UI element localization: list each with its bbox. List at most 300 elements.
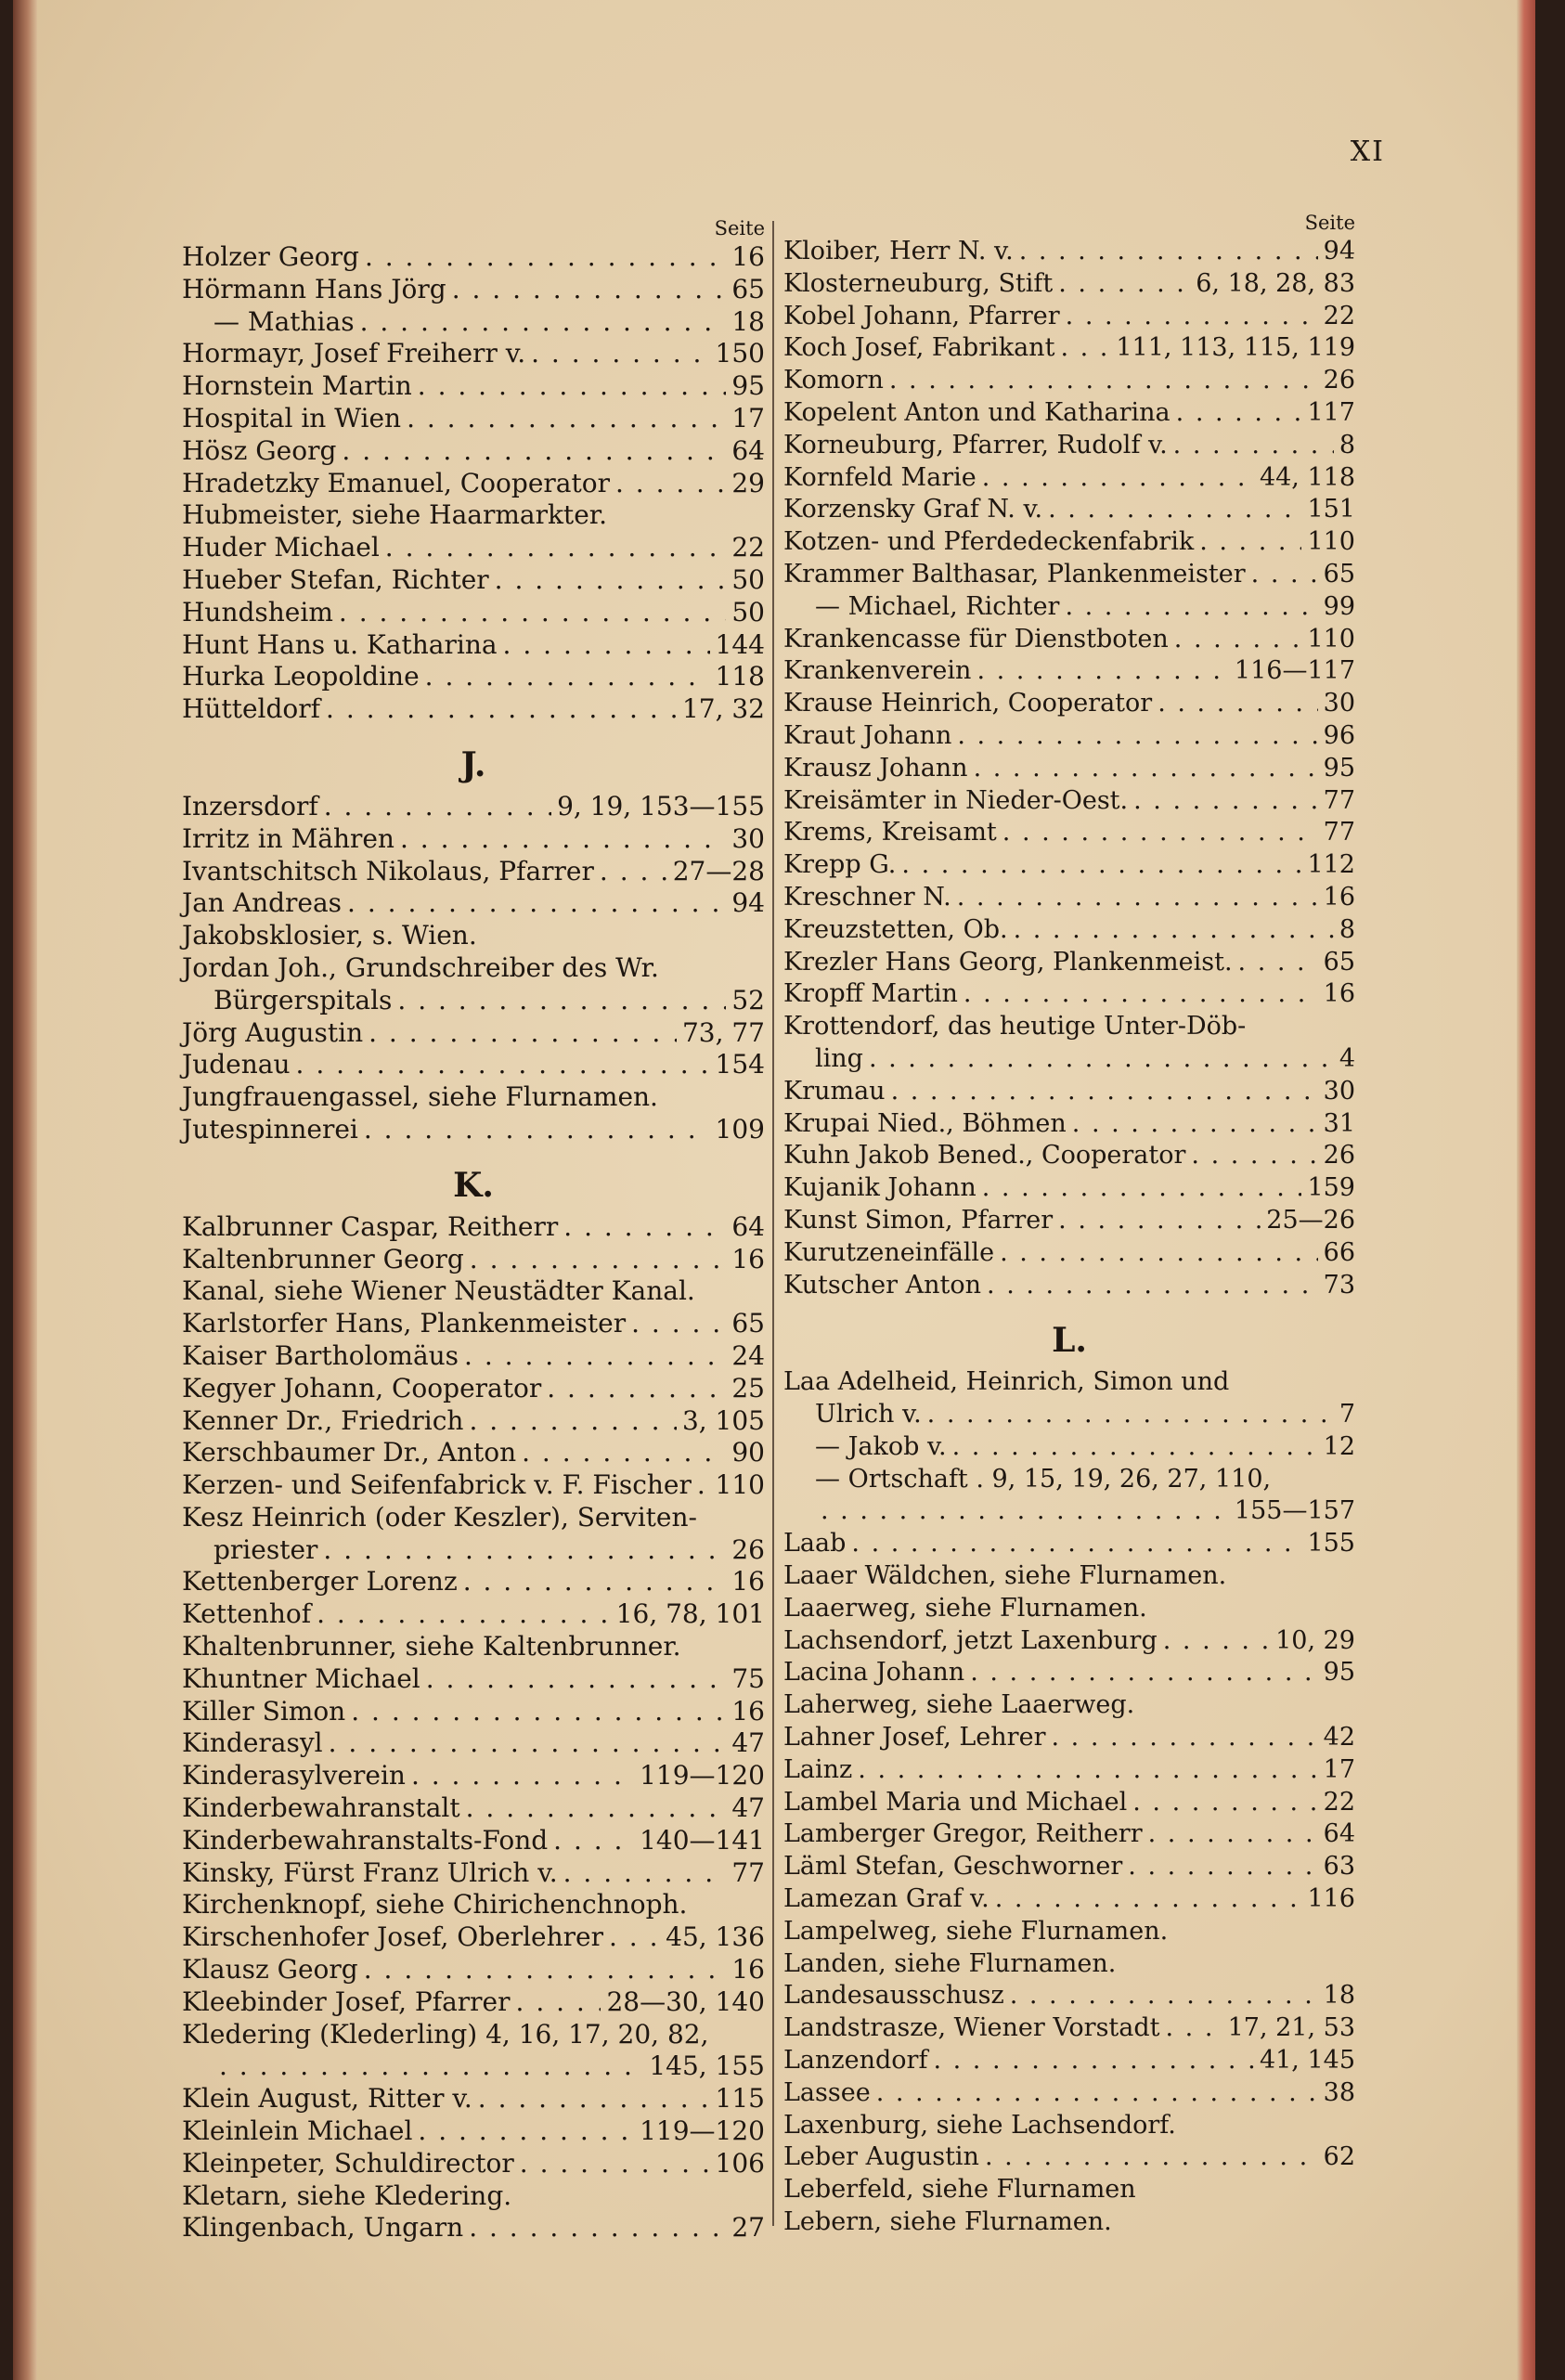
entry-name: Jordan Joh., Grundschreiber des Wr. [182,951,659,983]
entry-name: Jörg Augustin [182,1016,364,1048]
entry-name: Landstrasze, Wiener Vorstadt [783,2013,1160,2043]
entry-pages: 18 [731,305,765,337]
leader-dots [858,1754,1317,1787]
index-entry [783,785,1355,818]
index-entry [182,597,765,629]
leader-dots [347,887,726,920]
entry-name: Lampelweg, siehe Flurnamen. [783,1916,1169,1946]
entry-pages: 77 [731,1856,765,1888]
book-page [13,0,1535,2380]
leader-dots [1158,688,1317,720]
leader-dots [1238,947,1318,979]
entry-name: Kinderasylverein [182,1760,406,1791]
leader-dots [563,1211,726,1244]
entry-pages: 17 [1323,1754,1355,1784]
leader-dots [411,1760,634,1792]
entry-name: Klausz Georg [182,1954,358,1985]
entry-name: Krepp G. [783,850,897,880]
entry-name: Hurka Leopoldine [182,661,420,692]
index-entry [783,1625,1355,1658]
index-entry [182,306,765,339]
index-entry [783,1043,1355,1076]
index-entry [182,1340,765,1373]
entry-name: Kenner Dr., Friedrich [182,1404,464,1436]
index-entry [182,274,765,306]
leader-dots [324,791,551,823]
entry-name: Kinderasyl [182,1727,323,1759]
index-entry [783,1560,1355,1593]
index-entry [783,849,1355,882]
entry-name: Karlstorfer Hans, Plankenmeister [182,1308,627,1339]
index-entry [783,978,1355,1011]
entry-name: priester [213,1533,318,1565]
index-entry [182,2212,765,2244]
entry-name: Kotzen- und Pferdedeckenfabrik [783,527,1195,557]
leader-dots [1132,1787,1317,1819]
leader-dots [323,1534,726,1567]
entry-pages: 118 [715,661,765,692]
entry-pages: 8 [1339,430,1355,459]
entry-pages: 22 [731,532,765,563]
leader-dots [957,882,1318,914]
index-entry [182,1792,765,1825]
leader-dots [469,2212,726,2244]
entry-name: Hundsheim [182,596,333,627]
index-entry [182,1081,765,1114]
entry-pages: 25 [731,1372,765,1403]
leader-dots [547,1373,726,1405]
index-entry [182,2050,765,2083]
leader-dots [495,564,727,597]
entry-name: Kinderbewahranstalt [182,1792,460,1824]
section-heading-l: L. [1052,1321,1087,1361]
index-entry [182,532,765,564]
entry-pages: 27 [731,2212,765,2244]
entry-name: Kegyer Johann, Cooperator [182,1372,542,1403]
leader-dots [1019,236,1318,268]
index-entry [783,1851,1355,1883]
entry-name: Kunst Simon, Pfarrer [783,1205,1054,1235]
index-entry [182,2148,765,2180]
index-entry [182,693,765,726]
entry-pages: 150 [715,338,765,369]
entry-name: Krottendorf, das heutige Unter-Döb- [783,1012,1247,1041]
entry-pages: 119—120 [640,2115,765,2147]
entry-name: Laaerweg, siehe Flurnamen. [783,1593,1147,1623]
leader-dots [615,468,726,500]
entry-name: Lacina Johann [783,1658,965,1688]
leader-dots [317,1598,611,1631]
index-entry [783,1237,1355,1270]
index-entry [783,1399,1355,1431]
index-entry [783,655,1355,688]
left-column [182,215,765,2244]
index-entry [783,1883,1355,1916]
leader-dots [553,1825,634,1857]
index-entry [182,241,765,274]
entry-pages: 41, 145 [1259,2046,1355,2076]
entry-name: Kreschner N. [783,882,951,912]
index-entry [783,2110,1355,2142]
leader-dots [1058,268,1190,301]
entry-pages: 95 [731,370,765,402]
entry-pages: 145, 155 [649,2050,765,2082]
entry-name: Lebern, siehe Flurnamen. [783,2207,1112,2237]
leader-dots [1002,817,1318,849]
entry-pages: 110 [715,1469,765,1501]
entry-name: — Jakob v. [815,1431,947,1461]
entry-pages: 8 [1339,914,1355,944]
entry-name: Hörmann Hans Jörg [182,273,446,304]
entry-pages: 9, 19, 153—155 [557,790,765,821]
section-heading-k: K. [453,1165,494,1205]
entry-name: Landen, siehe Flurnamen. [783,1948,1117,1978]
entry-name: Landesausschusz [783,1981,1004,2011]
leader-dots [982,462,1254,495]
index-entry [182,499,765,532]
entry-name: Kesz Heinrich (oder Keszler), Serviten- [182,1501,697,1533]
index-entry [182,1244,765,1276]
entry-pages: 4 [1339,1043,1355,1073]
leader-dots [1251,559,1318,591]
index-entry [182,1469,765,1502]
index-entry [783,2012,1355,2045]
index-entry [182,1986,765,2019]
entry-pages: 95 [1323,1658,1355,1688]
leader-dots [697,1469,710,1502]
entry-name: Krezler Hans Georg, Plankenmeist. [783,947,1233,977]
entry-pages: 151 [1307,495,1355,524]
entry-pages: 27—28 [672,855,765,886]
leader-dots [516,1986,601,2019]
page-edge [1517,0,1535,2380]
entry-pages: 99 [1323,591,1355,621]
leader-dots [1176,397,1302,430]
leader-dots [1166,2012,1222,2045]
entry-pages: 10, 29 [1275,1625,1355,1655]
entry-pages: 50 [731,596,765,627]
entry-pages: 77 [1323,818,1355,847]
leader-dots [369,1017,677,1050]
entry-pages: 155—157 [1234,1496,1355,1526]
index-group-h [182,241,765,726]
entry-pages: 16 [731,1695,765,1727]
column-divider [772,221,774,2226]
index-entry [182,1727,765,1760]
index-entry [783,1011,1355,1043]
entry-pages: 30 [731,822,765,854]
leader-dots [631,1308,726,1340]
entry-pages: 45, 136 [666,1921,765,1953]
leader-dots [933,2045,1253,2077]
entry-name: Krause Heinrich, Cooperator [783,689,1153,718]
index-entry [182,1631,765,1663]
entry-pages: 94 [1323,237,1355,265]
leader-dots [889,365,1318,397]
leader-dots [339,597,726,629]
leader-dots [995,1883,1302,1916]
leader-dots [1148,1818,1318,1851]
index-entry [182,1825,765,1857]
index-entry [182,629,765,662]
leader-dots [987,1270,1318,1302]
leader-dots [466,1792,727,1825]
index-entry [182,338,765,370]
entry-pages: 66 [1323,1237,1355,1267]
entry-name: Kopelent Anton und Katharina [783,397,1171,427]
index-entry [182,1502,765,1534]
entry-pages: 17 [731,402,765,433]
leader-dots [407,403,726,435]
index-entry [783,268,1355,301]
entry-pages: 24 [731,1339,765,1371]
entry-name: Kaltenbrunner Georg [182,1243,464,1274]
entry-name: Killer Simon [182,1695,346,1727]
leader-dots [426,1663,727,1696]
entry-name: Kropff Martin [783,979,958,1009]
index-entry [783,1722,1355,1754]
index-entry [182,823,765,856]
index-entry [783,914,1355,947]
entry-name: Lamezan Graf v. [783,1884,989,1914]
index-entry [783,2045,1355,2077]
index-entry [182,1598,765,1631]
index-entry [182,1017,765,1050]
entry-name: Kuhn Jakob Bened., Cooperator [783,1141,1186,1171]
entry-pages: 73, 77 [681,1016,765,1048]
entry-name: Krammer Balthasar, Plankenmeister [783,559,1246,589]
index-entry [783,882,1355,914]
leader-dots [464,1340,726,1373]
leader-dots [418,370,727,403]
entry-name: Lassee [783,2077,871,2107]
leader-dots [1191,1140,1317,1172]
index-entry [783,1593,1355,1625]
entry-name: Kettenhof [182,1598,312,1630]
entry-pages: 65 [731,1308,765,1339]
index-entry [182,661,765,693]
entry-pages: 96 [1323,720,1355,750]
leader-dots [326,693,677,726]
leader-dots [609,1921,660,1954]
entry-name: Korneuburg, Pfarrer, Rudolf v. [783,430,1168,459]
entry-name: Kujanik Johann [783,1173,977,1203]
entry-name: Lachsendorf, jetzt Laxenburg [783,1625,1158,1655]
leader-dots [296,1049,710,1081]
leader-dots [1133,785,1318,818]
leader-dots [927,1399,1334,1431]
entry-name: Hormayr, Josef Freiherr v. [182,338,526,369]
leader-dots [1065,591,1317,624]
entry-pages: 16 [1323,979,1355,1009]
entry-pages: 52 [731,984,765,1015]
leader-dots [364,1954,727,1986]
index-entry [783,2206,1355,2239]
entry-name: ling [815,1043,863,1073]
entry-name: Irritz in Mähren [182,822,394,854]
index-entry [783,301,1355,333]
entry-pages: 110 [1307,624,1355,653]
entry-name: Hösz Georg [182,434,337,466]
leader-dots [1174,624,1302,656]
index-entry [783,1818,1355,1851]
entry-name: Kleebinder Josef, Pfarrer [182,1985,511,2017]
entry-name: Kinsky, Fürst Franz Ulrich v. [182,1856,558,1888]
entry-pages: 119—120 [640,1760,765,1791]
entry-name: Jan Andreas [182,887,343,919]
leader-dots [365,241,726,274]
leader-dots [463,1566,727,1598]
entry-name: Laherweg, siehe Laaerweg. [783,1690,1135,1720]
entry-name: Kerzen- und Seifenfabrick v. F. Fischer [182,1469,692,1501]
entry-name: Krankenverein [783,656,972,686]
entry-pages: 109 [715,1113,765,1145]
index-entry [783,1754,1355,1787]
entry-name: Lahner Josef, Lehrer [783,1723,1046,1753]
index-entry [783,720,1355,753]
entry-pages: 65 [1323,947,1355,977]
entry-name: — Michael, Richter [815,591,1060,621]
leader-dots [970,1657,1317,1689]
leader-dots [1199,526,1301,559]
leader-dots [503,629,710,662]
entry-pages: 95 [1323,753,1355,783]
index-entry [783,1980,1355,2012]
index-entry [783,688,1355,720]
entry-name: Kreisämter in Nieder-Oest. [783,785,1129,815]
leader-dots [1060,332,1110,365]
entry-pages: 38 [1323,2077,1355,2107]
entry-pages: 12 [1323,1431,1355,1461]
entry-name: Kettenberger Lorenz [182,1566,458,1597]
index-entry [182,2083,765,2115]
entry-pages: 26 [731,1533,765,1565]
entry-pages: 64 [731,434,765,466]
leader-dots [851,1528,1301,1560]
entry-pages: 47 [731,1727,765,1759]
index-entry [182,1114,765,1146]
entry-pages: 50 [731,563,765,595]
entry-name: Hütteldorf [182,693,321,725]
index-entry [783,430,1355,462]
entry-name: Kletarn, siehe Kledering. [182,2180,512,2211]
leader-dots [397,985,726,1017]
index-entry [182,1566,765,1598]
leader-dots [360,306,727,339]
leader-dots [821,1495,1229,1528]
entry-name: Hospital in Wien [182,402,402,433]
entry-name: Kreuzstetten, Ob. [783,914,1008,944]
entry-name: Jakobsklosier, s. Wien. [182,920,477,951]
entry-name: Laa Adelheid, Heinrich, Simon und [783,1367,1230,1397]
index-group-l [783,1366,1355,2239]
entry-name: Kalbrunner Caspar, Reitherr [182,1210,559,1242]
index-group-k-cont [783,236,1355,1301]
entry-name: Hradetzky Emanuel, Cooperator [182,467,610,498]
index-entry [783,526,1355,559]
entry-pages: 16 [731,241,765,272]
seite-header: Seite [714,217,765,239]
page-number: XI [1350,136,1385,168]
entry-name: Holzer Georg [182,241,359,272]
entry-name: Kloiber, Herr N. v. [783,237,1014,265]
index-entry [783,1916,1355,1948]
index-entry [182,1954,765,1986]
entry-name: Ulrich v. [815,1400,922,1429]
leader-dots [964,978,1318,1011]
entry-name: Kleinpeter, Schuldirector [182,2147,514,2179]
entry-name: Lainz [783,1754,853,1784]
entry-name: Kerschbaumer Dr., Anton [182,1437,517,1468]
leader-dots [1048,494,1301,526]
entry-name: Klein August, Ritter v. [182,2083,472,2115]
entry-name: Khaltenbrunner, siehe Kaltenbrunner. [182,1631,681,1662]
entry-name: Kanal, siehe Wiener Neustädter Kanal. [182,1275,695,1307]
entry-pages: 77 [1323,785,1355,815]
entry-pages: 22 [1323,301,1355,330]
entry-pages: 42 [1323,1723,1355,1753]
entry-pages: 22 [1323,1787,1355,1817]
entry-pages: 112 [1307,850,1355,880]
entry-pages: 16 [731,1243,765,1274]
leader-dots [1173,430,1334,462]
entry-pages: 16 [731,1954,765,1985]
entry-pages: 106 [715,2147,765,2179]
entry-pages: 65 [1323,559,1355,589]
leader-dots [1072,1108,1318,1141]
entry-name: Krausz Johann [783,753,968,783]
index-entry [182,1663,765,1696]
entry-name: Kraut Johann [783,720,952,750]
index-entry [783,1431,1355,1464]
entry-name: Kirchenknopf, siehe Chirichenchnoph. [182,1889,688,1921]
entry-pages: 62 [1323,2142,1355,2172]
index-entry [783,1495,1355,1528]
entry-name: — Mathias [213,305,355,337]
leader-dots [977,655,1228,688]
index-group-j [182,791,765,1146]
index-entry [783,947,1355,979]
entry-pages: 16 [731,1566,765,1597]
entry-name: Bürgerspitals [213,984,393,1015]
index-group-k [182,1211,765,2245]
index-entry [182,1889,765,1921]
entry-name: Laaer Wäldchen, siehe Flurnamen. [783,1561,1227,1591]
index-entry [182,791,765,823]
index-entry [783,1140,1355,1172]
leader-dots [520,2148,710,2180]
entry-name: Kinderbewahranstalts-Fond [182,1824,549,1856]
leader-dots [563,1857,727,1890]
index-entry [783,1172,1355,1205]
entry-pages: 110 [1307,527,1355,557]
entry-name: Klingenbach, Ungarn [182,2212,464,2244]
leader-dots [425,661,710,693]
leader-dots [342,435,726,468]
entry-pages: 30 [1323,689,1355,718]
leader-dots [522,1437,726,1469]
entry-pages: 17, 21, 53 [1227,2013,1355,2043]
leader-dots [1014,914,1334,947]
entry-name: Hunt Hans u. Katharina [182,628,498,660]
entry-pages: 116—117 [1234,656,1355,686]
entry-pages: 63 [1323,1852,1355,1882]
entry-name: Kornfeld Marie [783,462,977,492]
entry-pages: 144 [715,628,765,660]
leader-dots [985,2141,1318,2174]
leader-dots [952,1431,1318,1464]
index-entry [783,1108,1355,1141]
